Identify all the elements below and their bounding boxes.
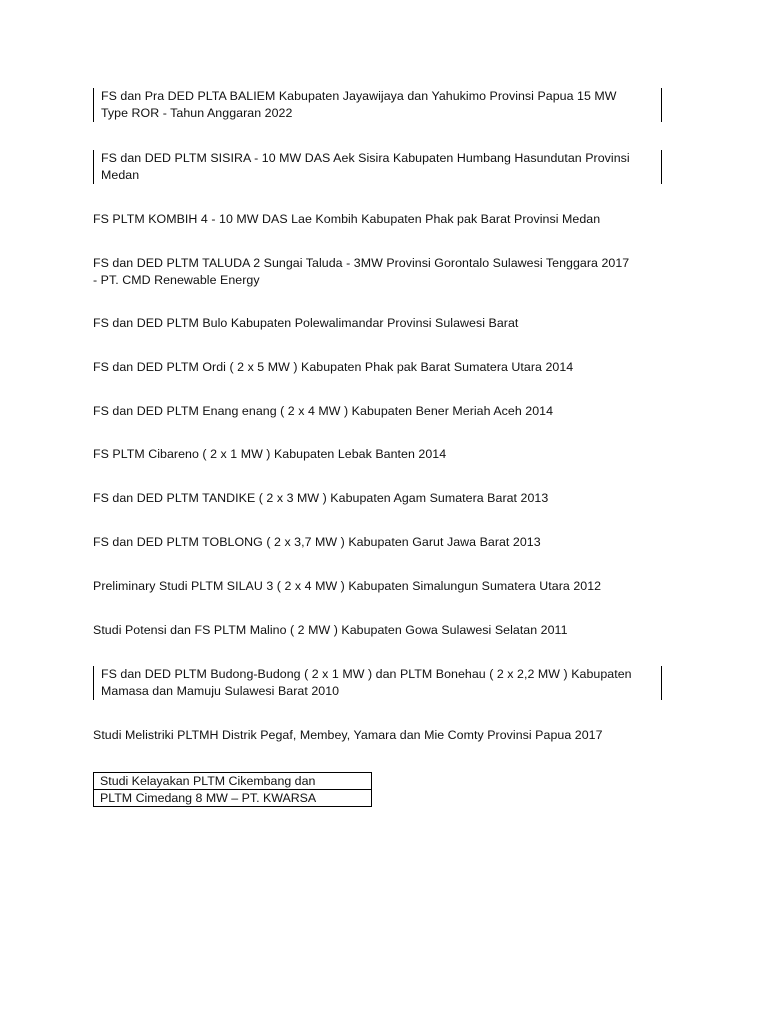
entry-line: FS dan Pra DED PLTA BALIEM Kabupaten Jayawijaya dan Yahukimo Provinsi Papua 15 MW xyxy=(101,89,617,103)
entry-line: FS dan DED PLTM Enang enang ( 2 x 4 MW ) Kabupaten Bener Meriah Aceh 2014 xyxy=(93,404,554,418)
entry-line: FS dan DED PLTM Bulo Kabupaten Polewalimandar Provinsi Sulawesi Barat xyxy=(93,316,519,330)
project-entry xyxy=(93,403,653,420)
project-table xyxy=(93,772,372,807)
entry-line: Studi Melistriki PLTMH Distrik Pegaf, Membey, Yamara dan Mie Comty Provinsi Papua 2017 xyxy=(93,728,603,742)
entry-line: Type ROR - Tahun Anggaran 2022 xyxy=(101,106,293,120)
project-entry xyxy=(93,211,653,228)
entry-line: FS dan DED PLTM TANDIKE ( 2 x 3 MW ) Kabupaten Agam Sumatera Barat 2013 xyxy=(93,491,549,505)
project-entry xyxy=(93,622,653,639)
entry-line: Preliminary Studi PLTM SILAU 3 ( 2 x 4 MW ) Kabupaten Simalungun Sumatera Utara 2012 xyxy=(93,579,602,593)
project-entry xyxy=(93,578,653,595)
entry-line: FS PLTM Cibareno ( 2 x 1 MW ) Kabupaten Lebak Banten 2014 xyxy=(93,447,447,461)
project-entry xyxy=(93,490,653,507)
entry-line: FS dan DED PLTM TALUDA 2 Sungai Taluda - 3MW Provinsi Gorontalo Sulawesi Tenggara 2017 xyxy=(93,256,630,270)
entry-line: FS dan DED PLTM Ordi ( 2 x 5 MW ) Kabupaten Phak pak Barat Sumatera Utara 2014 xyxy=(93,360,574,374)
project-entry xyxy=(93,666,662,700)
entry-line: FS dan DED PLTM TOBLONG ( 2 x 3,7 MW ) Kabupaten Garut Jawa Barat 2013 xyxy=(93,535,541,549)
table-cell: Studi Kelayakan PLTM Cikembang dan xyxy=(94,773,372,790)
project-entry xyxy=(93,315,653,332)
project-entry xyxy=(93,446,653,463)
table-row xyxy=(94,790,372,807)
project-entry xyxy=(93,150,662,184)
entry-line: FS dan DED PLTM SISIRA - 10 MW DAS Aek Sisira Kabupaten Humbang Hasundutan Provinsi xyxy=(101,151,630,165)
entry-line: Medan xyxy=(101,168,140,182)
entry-line: FS dan DED PLTM Budong-Budong ( 2 x 1 MW ) dan PLTM Bonehau ( 2 x 2,2 MW ) Kabupaten xyxy=(101,667,632,681)
table-row xyxy=(94,773,372,790)
entry-line: Mamasa dan Mamuju Sulawesi Barat 2010 xyxy=(101,684,340,698)
project-entry xyxy=(93,88,662,122)
project-entry xyxy=(93,359,653,376)
table-cell: PLTM Cimedang 8 MW – PT. KWARSA xyxy=(94,790,372,807)
project-entry xyxy=(93,534,653,551)
project-entry xyxy=(93,727,653,744)
entry-line: - PT. CMD Renewable Energy xyxy=(93,273,260,287)
entry-line: FS PLTM KOMBIH 4 - 10 MW DAS Lae Kombih Kabupaten Phak pak Barat Provinsi Medan xyxy=(93,212,601,226)
project-entry xyxy=(93,255,653,289)
entry-line: Studi Potensi dan FS PLTM Malino ( 2 MW ) Kabupaten Gowa Sulawesi Selatan 2011 xyxy=(93,623,568,637)
